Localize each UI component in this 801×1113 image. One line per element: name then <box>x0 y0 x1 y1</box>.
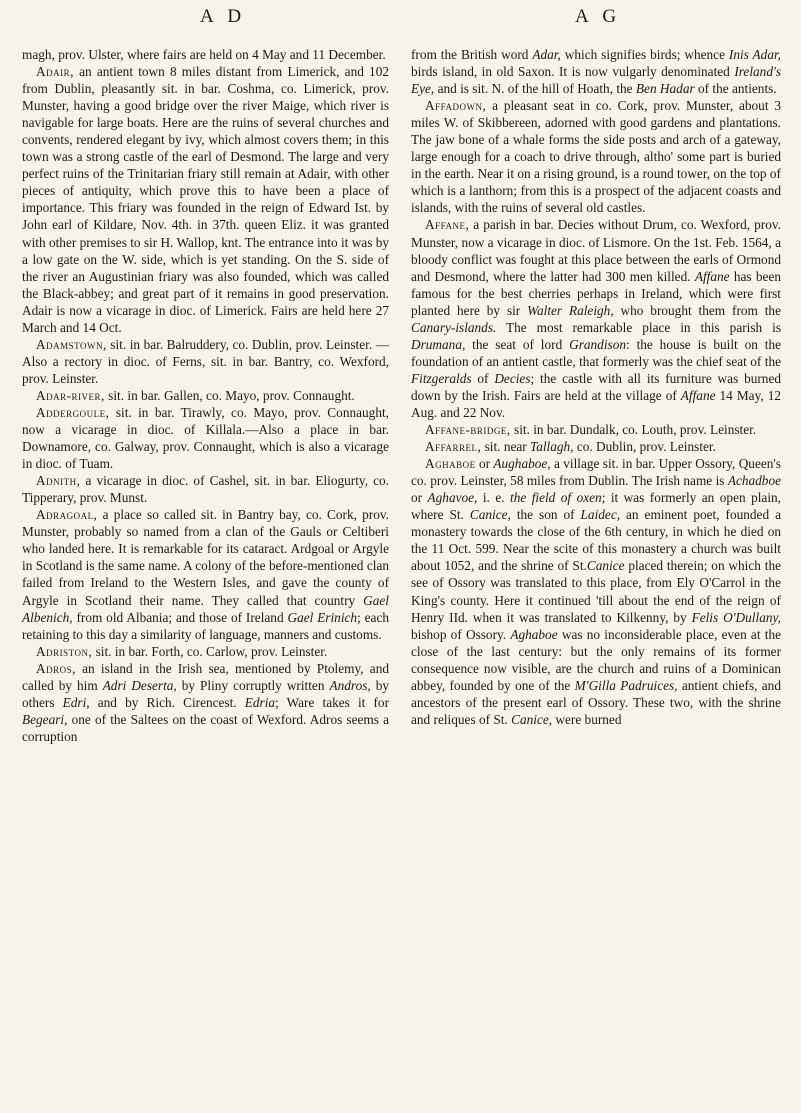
header-right: A G <box>575 6 622 27</box>
entry-italic-text: Adri Deserta, <box>102 677 177 693</box>
entry-text: bishop of Ossory. <box>411 626 511 642</box>
entry-headword: Adros, <box>36 660 76 676</box>
entry-italic-text: Canice, <box>511 711 553 727</box>
entry-text: sit. in bar. Dundalk, co. Louth, prov. Leinster. <box>510 422 757 438</box>
entry-italic-text: Adar, <box>532 47 561 62</box>
entry-headword: Affarrel, <box>425 439 482 455</box>
entry-text: a pleasant seat in co. Cork, prov. Munster, about 3 miles W. of Skibbereen, adorned with good gardens and plantations. The jaw bone of a whale forms the side posts and arch of a gateway, large enough for a coach to drive through, altho' some part is buried in the earth. Near it on a rising ground, is a round tower, on the top of which is a lanthorn; from this is a prospect of the adjacent coasts and islands, with the ruins of several old castles. <box>411 98 781 216</box>
entry-text: which signifies birds; whence <box>560 47 729 62</box>
entry-text: and is sit. N. of the hill of Hoath, the <box>434 81 636 97</box>
entry-text: one of the Saltees on the coast of Wexford. Adros seems a corruption <box>22 711 389 744</box>
entry-italic-text: Canice <box>586 558 625 574</box>
entry-italic-text: Begeari, <box>22 711 68 727</box>
entry-text: sit. in bar. Balruddery, co. Dublin, prov. Leinster. — Also a rectory in dioc. of Ferns, sit. in bar. Bantry, co. Wexford, prov. Leinster. <box>22 336 389 386</box>
entry-italic-text: Grandison <box>569 336 626 352</box>
entry-text: ; it was formerly an open plain, where St. <box>411 490 781 523</box>
entry-adros <box>22 660 389 745</box>
entry-text: an island in the Irish sea, mentioned by Ptolemy, and called by him <box>22 660 389 693</box>
entry-affadown <box>411 97 781 216</box>
entry-italic-text: Drumana, <box>411 336 466 352</box>
entry-text: from old Albania; and those of Ireland <box>72 609 288 625</box>
entry-text: the son of <box>510 507 581 523</box>
entry-text: : the house is built on the foundation of an antient castle, that formerly was the chief seat of the <box>411 336 781 369</box>
entry-adnith <box>22 472 389 506</box>
entry-text: or <box>475 456 494 472</box>
entry-text: ; Ware takes it for <box>275 694 389 710</box>
entry-affarrel <box>411 438 781 455</box>
entry-text: sit. in bar. Tirawly, co. Mayo, prov. Connaught, now a vicarage in dioc. of Killala.—Also a place in bar. Downamore, co. Galway, prov. Connaught, which is also a vicarage in dioc. of Tuam. <box>22 404 389 472</box>
entry-text: 14 May, 12 Aug. and 22 Nov. <box>411 387 781 420</box>
entry-italic-text: Edria <box>244 694 276 710</box>
entry-italic-text: Aghavoe, <box>427 490 478 506</box>
entry-italic-text: Ben Hadar <box>635 81 695 97</box>
entry-addergoule <box>22 404 389 472</box>
left-column <box>22 46 389 745</box>
entry-italic-text: Walter Raleigh, <box>527 302 614 318</box>
entry-italic-text: Gael Erinich <box>287 609 358 625</box>
right-column <box>411 46 781 728</box>
entry-text: by others <box>22 677 390 710</box>
entry-affane-bridge <box>411 421 781 438</box>
entry-italic-text: Aghaboe <box>510 626 558 642</box>
entry-italic-text: Canary-islands. <box>411 319 497 335</box>
entry-adros-cont <box>411 46 781 97</box>
entry-text: sit. near <box>481 439 531 455</box>
entry-text: who brought them from the <box>613 302 781 318</box>
entry-headword: Adar-river, <box>36 387 105 403</box>
entry-italic-text: Affane <box>694 268 730 284</box>
entry-italic-text: Gael Albenich, <box>22 592 389 625</box>
entry-italic-text: Tallagh, <box>530 439 574 455</box>
entry-text: was no inconsiderable place, even at the close of the last century: but the only remains of its former consequence now visible, are the church and ruins of a Dominican abbey, founded by one of the <box>411 626 781 693</box>
entry-italic-text: Felis O'Dullany, <box>691 609 781 625</box>
entry-italic-text: the field of oxen <box>510 490 602 506</box>
entry-text: of the antients. <box>694 81 777 97</box>
entry-italic-text: Laidec, <box>580 507 621 523</box>
entry-italic-text: Edri, <box>62 694 90 710</box>
entry-headword: Adriston, <box>36 643 93 659</box>
entry-text: of <box>471 370 495 386</box>
running-header <box>0 6 801 46</box>
entry-italic-text: Affane <box>680 387 716 403</box>
entry-italic-text: Andros, <box>329 677 371 693</box>
entry-adamstown <box>22 336 389 387</box>
entry-adragoal <box>22 506 389 642</box>
entry-italic-text: M'Gilla Padruices, <box>574 677 678 693</box>
entry-text: ; each retaining to this day a similarity of language, manners and customs. <box>22 609 389 642</box>
entry-text: an eminent poet, founded a monastery towards the close of the 6th century, in which he died on the 11 Oct. 599. Near the scite of this monastery a church was built about 1052, and the shrine of St. <box>411 507 781 574</box>
entry-text: the seat of lord <box>465 336 570 352</box>
entry-headword: Affane-bridge, <box>425 422 511 438</box>
entry-headword: Adamstown, <box>36 336 107 352</box>
entry-italic-text: Canice, <box>469 507 511 523</box>
entry-headword: Addergoule, <box>36 404 110 420</box>
entry-text: birds island, in old Saxon. It is now vulgarly denominated <box>411 64 735 80</box>
entry-text: sit. in bar. Forth, co. Carlow, prov. Leinster. <box>92 643 328 659</box>
entry-adriston <box>22 643 389 660</box>
entry-text: i. e. <box>477 490 510 506</box>
entry-adar-river <box>22 387 389 404</box>
entry-italic-text: Decies <box>494 370 531 386</box>
entry-headword: Adnith, <box>36 473 81 489</box>
entry-text: a parish in bar. Decies without Drum, co. Wexford, prov. Munster, now a vicarage in dioc. of Lismore. On the 1st. Feb. 1564, a bloody conflict was fought at this place between the earls of Ormond and Desmond, where the latter had 300 men killed. <box>411 217 781 284</box>
entry-text: has been famous for the best cherries perhaps in Ireland, which were first planted here by sir <box>411 268 781 318</box>
entry-text: The most remarkable place in this parish is <box>496 319 781 335</box>
entry-italic-text: Achadboe <box>727 473 781 489</box>
entry-text: or <box>411 490 428 506</box>
entry-text: antient chiefs, and ancestors of the present earl of Ossory. These two, with the shrine and reliques of St. <box>411 677 781 727</box>
entry-text: by Pliny corruptly written <box>176 677 330 693</box>
entry-headword: Adragoal, <box>36 507 98 523</box>
entry-text: from the British word <box>411 47 533 62</box>
entry-text: co. Dublin, prov. Leinster. <box>573 439 716 455</box>
entry-text: were burned <box>552 711 622 727</box>
entry-headword: Adair, <box>36 64 74 80</box>
entry-text: ; the castle with all its furniture was burned down by the Irish. Fairs are held at the village of <box>411 370 781 403</box>
entry-aghaboe <box>411 455 781 728</box>
entry-italic-text: Ireland's Eye, <box>411 64 781 97</box>
entry-italic-text: Aughaboe, <box>493 456 551 472</box>
header-left: A D <box>200 6 247 27</box>
entry-headword: Affane, <box>425 217 470 233</box>
entry-text: and by Rich. Cirencest. <box>89 694 245 710</box>
entry-affane <box>411 216 781 421</box>
entry-text: sit. in bar. Gallen, co. Mayo, prov. Connaught. <box>104 387 355 403</box>
entry-text: a place so called sit. in Bantry bay, co. Cork, prov. Munster, probably so named from a clan of the Gauls or Celtiberi who landed here. It is remarkable for its cataract. Ardgoal or Argyle in Scotland is the same name. A colony of the before-mentioned clan failed from Ireland to the Western Isles, and gave the county of Argyle in Scotland their name. They called that country <box>22 507 389 608</box>
entry-italic-text: Fitzgeralds <box>411 370 472 386</box>
entry-text: placed therein; on which the see of Ossory was translated to this place, from Ely O'Carrol in the King's county. Here it continued 'till about the end of the reign of Henry IId. when it was translated to Kilkenny, by <box>411 558 781 625</box>
entry-text: magh, prov. Ulster, where fairs are held on 4 May and 11 December. <box>22 47 386 62</box>
entry-text: an antient town 8 miles distant from Limerick, and 102 from Dublin, pleasantly sit. in bar. Coshma, co. Limerick, prov. Munster, having a good bridge over the river Maige, which river is navigable for large boats. Here are the ruins of several churches and convents, rendered elegant by ivy, which almost covers them; in this town was a strong castle of the earl of Desmond. The large and very perfect ruins of the Trinitarian friary still remain at Adair, with other pieces of antiquity, which prove this to have been a place of importance. This friary was founded in the reign of Edward Ist. by John earl of Kildare, Nov. 4th. in 37th. queen Eliz. it was granted with other premises to sir H. Wallop, knt. The entrance into it was by a low gate on the W. side, which is yet standing. On the S. side of the river an Augustinian friary was also founded, which was called the Black-abbey; and great part of it remains in good preservation. Adair is now a vicarage in dioc. of Limerick. Fairs are held here 27 March and 14 Oct. <box>22 64 389 335</box>
entry-italic-text: Inis Adar, <box>728 47 782 62</box>
entry-headword: Aghaboe <box>425 456 476 472</box>
entry-adair <box>22 63 389 336</box>
entry-text: a village sit. in bar. Upper Ossory, Queen's co. prov. Leinster, 58 miles from Dublin. The Irish name is <box>411 456 781 489</box>
entry-headword: Affadown, <box>425 98 487 114</box>
entry-text: a vicarage in dioc. of Cashel, sit. in bar. Eliogurty, co. Tipperary, prov. Munst. <box>22 473 389 506</box>
entry-adair-cont <box>22 46 389 63</box>
